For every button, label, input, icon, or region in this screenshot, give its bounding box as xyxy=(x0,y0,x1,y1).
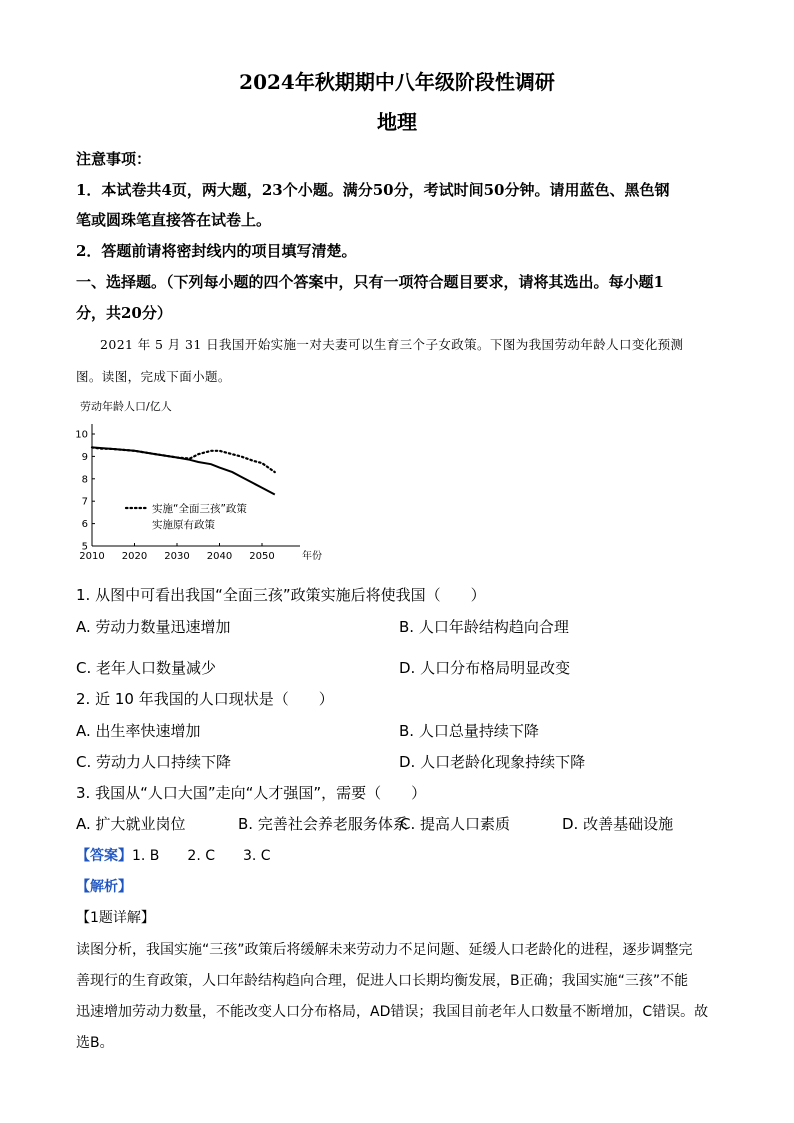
question-2-option-b[interactable]: B. 人口总量持续下降 xyxy=(399,722,539,740)
chart-xtick-label: 2030 xyxy=(164,551,190,562)
answer-line xyxy=(76,845,271,865)
answer-label: 【答案】 xyxy=(76,848,132,864)
chart-xlabel: 年份 xyxy=(302,551,322,562)
analysis-label: 【解析】 xyxy=(76,879,132,895)
analysis-line-2: 善现行的生育政策，人口年龄结构趋向合理，促进人口长期均衡发展，B正确；我国实施“三孩”不能 xyxy=(76,973,689,989)
intro-line-2: 图。读图，完成下面小题。 xyxy=(76,369,231,384)
chart-ytick-label: 10 xyxy=(75,429,88,441)
chart-xtick-label: 2050 xyxy=(249,551,275,562)
chart-ytick-label: 9 xyxy=(81,451,88,463)
chart-legend-label-original: 实施原有政策 xyxy=(152,519,215,531)
question-2-option-a[interactable]: A. 出生率快速增加 xyxy=(76,722,201,740)
chart-xtick-label: 2020 xyxy=(121,551,148,562)
answer-values: 1. B 2. C 3. C xyxy=(132,848,271,864)
section-heading: 一、选择题。（下列每小题的四个答案中，只有一项符合题目要求，请将其选出。每小题1 xyxy=(76,273,664,291)
question-2-option-c[interactable]: C. 劳动力人口持续下降 xyxy=(76,753,232,771)
subject-title: 地理 xyxy=(377,110,417,134)
chart-ytick-label: 5 xyxy=(81,541,88,553)
analysis-line-4: 选B。 xyxy=(76,1035,114,1051)
chart-legend-label-three-child: 实施“全面三孩”政策 xyxy=(152,503,247,515)
chart-series-original-policy xyxy=(92,447,275,494)
question-1-option-d[interactable]: D. 人口分布格局明显改变 xyxy=(399,659,571,677)
chart-ytick-label: 6 xyxy=(81,519,88,531)
chart-xtick-label: 2010 xyxy=(79,551,105,562)
intro-line-1: 2021 年 5 月 31 日我国开始实施一对夫妻可以生育三个子女政策。下图为我国劳动年龄人口变化预测 xyxy=(100,337,684,352)
section-heading-cont: 分，共20分） xyxy=(76,304,172,322)
question-1-option-a[interactable]: A. 劳动力数量迅速增加 xyxy=(76,618,231,636)
detail-heading: 【1题详解】 xyxy=(76,910,155,926)
notice-item-1: 1．本试卷共4页，两大题，23个小题。满分50分，考试时间50分钟。请用蓝色、黑色钢 xyxy=(76,181,670,199)
exam-title: 2024年秋期期中八年级阶段性调研 xyxy=(239,70,555,94)
question-1-option-b[interactable]: B. 人口年龄结构趋向合理 xyxy=(399,618,569,636)
question-2-stem: 2. 近 10 年我国的人口现状是（ ） xyxy=(76,690,334,708)
question-3-stem: 3. 我国从“人口大国”走向“人才强国”，需要（ ） xyxy=(76,784,427,802)
question-1-stem: 1. 从图中可看出我国“全面三孩”政策实施后将使我国（ ） xyxy=(76,586,486,604)
chart-ytick-label: 7 xyxy=(81,496,88,508)
analysis-line-3: 迅速增加劳动力数量，不能改变人口分布格局，AD错误；我国目前老年人口数量不断增加，C错误。故 xyxy=(76,1004,709,1020)
question-3-option-d[interactable]: D. 改善基础设施 xyxy=(562,815,674,833)
chart-ytick-label: 8 xyxy=(81,474,88,486)
question-3-option-b[interactable]: B. 完善社会养老服务体系 xyxy=(238,815,408,833)
labor-population-chart xyxy=(74,394,334,574)
chart-xtick-label: 2040 xyxy=(206,551,233,562)
notice-item-2: 2．答题前请将密封线内的项目填写清楚。 xyxy=(76,242,357,260)
chart-series-three-child-policy xyxy=(92,447,275,472)
chart-ylabel: 劳动年龄人口/亿人 xyxy=(80,400,172,413)
question-3-option-a[interactable]: A. 扩大就业岗位 xyxy=(76,815,186,833)
question-2-option-d[interactable]: D. 人口老龄化现象持续下降 xyxy=(399,753,586,771)
notice-item-1-cont: 笔或圆珠笔直接答在试卷上。 xyxy=(76,211,272,229)
notice-heading: 注意事项： xyxy=(76,150,152,168)
question-1-option-c[interactable]: C. 老年人口数量减少 xyxy=(76,659,217,677)
analysis-line-1: 读图分析，我国实施“三孩”政策后将缓解未来劳动力不足问题、延缓人口老龄化的进程，逐步调整完 xyxy=(76,942,693,958)
question-3-option-c[interactable]: C. 提高人口素质 xyxy=(400,815,511,833)
